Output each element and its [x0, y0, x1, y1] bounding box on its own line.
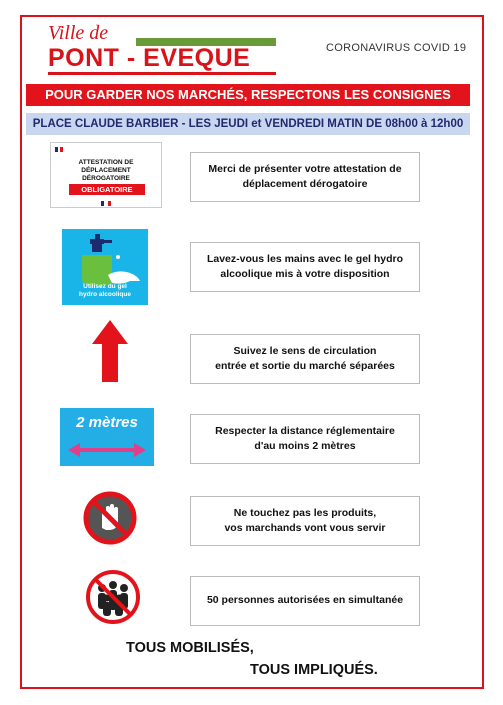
rule-text: Ne touchez pas les produits, vos marchands vont vous servir: [224, 506, 386, 534]
no-crowd-icon: [84, 568, 142, 626]
rule-box-distance: [190, 414, 420, 464]
distance-icon: [60, 408, 154, 466]
logo-line1: Ville de: [48, 22, 109, 44]
rule-text: Lavez-vous les mains avec le gel hydro alcoolique mis à votre disposition: [206, 252, 404, 280]
french-flag-small: [101, 201, 111, 206]
footer-line2: TOUS IMPLIQUÉS.: [250, 662, 378, 678]
rule-box-attestation: [190, 152, 420, 202]
header-covid-label: CORONAVIRUS COVID 19: [326, 42, 467, 54]
rule-text: Suivez le sens de circulation entrée et sortie du marché séparées: [215, 344, 395, 372]
rule-box-gel: [190, 242, 420, 292]
rule-text: Respecter la distance réglementaire d'au moins 2 mètres: [215, 424, 395, 452]
gel-caption: Utilisez du gel hydro alcoolique: [78, 283, 131, 299]
attestation-title: ATTESTATION DE DÉPLACEMENT DÉROGATOIRE: [78, 159, 134, 182]
french-flag-mark: [55, 147, 63, 152]
no-touch-icon: [82, 490, 138, 546]
attestation-icon: [50, 142, 162, 208]
main-banner: POUR GARDER NOS MARCHÉS, RESPECTONS LES CONSIGNES: [26, 84, 470, 106]
rule-text: Merci de présenter votre attestation de déplacement dérogatoire: [208, 162, 402, 190]
logo-line2: PONT - EVEQUE: [48, 44, 251, 72]
arrow-up-icon: [92, 320, 128, 382]
rule-box-circulation: [190, 334, 420, 384]
logo-underline: [48, 72, 276, 75]
rule-box-no-touch: [190, 496, 420, 546]
footer-line1: TOUS MOBILISÉS,: [126, 640, 254, 656]
place-schedule: PLACE CLAUDE BARBIER - LES JEUDI et VENDREDI MATIN DE 08h00 à 12h00: [26, 113, 470, 135]
rule-text: 50 personnes autorisées en simultanée: [206, 594, 404, 607]
hand-gel-icon: [62, 229, 148, 305]
town-logo: [44, 22, 279, 74]
distance-label: 2 mètres: [76, 414, 138, 431]
attestation-required-tag: OBLIGATOIRE: [69, 184, 145, 195]
rule-box-capacity: [190, 576, 420, 626]
